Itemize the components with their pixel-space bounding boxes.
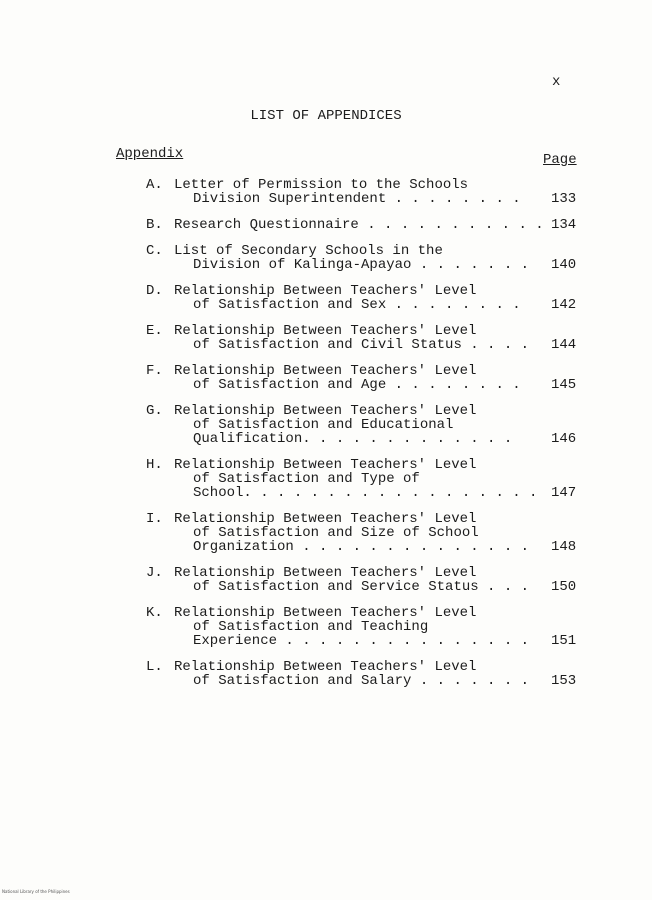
appendix-page-number: 146	[551, 431, 577, 447]
appendix-title-line: Relationship Between Teachers' Level	[174, 363, 477, 379]
appendix-letter: D.	[146, 283, 163, 299]
appendix-letter: K.	[146, 605, 163, 621]
appendix-title-line: Relationship Between Teachers' Level	[174, 565, 477, 581]
appendix-page-number: 133	[551, 191, 577, 207]
appendix-letter: C.	[146, 243, 163, 259]
library-watermark: National Library of the Philippines	[2, 889, 70, 894]
appendix-title-line: of Satisfaction and Teaching	[193, 619, 429, 635]
appendix-page-number: 134	[551, 217, 577, 233]
appendix-page-number: 151	[551, 633, 577, 649]
appendix-page-number: 150	[551, 579, 577, 595]
appendix-title-line: Division of Kalinga-Apayao . . . . . . .	[193, 257, 530, 273]
appendix-letter: H.	[146, 457, 163, 473]
appendix-title-line: Relationship Between Teachers' Level	[174, 403, 477, 419]
appendix-title-line: Relationship Between Teachers' Level	[174, 283, 477, 299]
appendix-title-line: Relationship Between Teachers' Level	[174, 457, 477, 473]
appendix-title-line: Relationship Between Teachers' Level	[174, 511, 477, 527]
appendix-title-line: of Satisfaction and Type of	[193, 471, 420, 487]
appendix-title-line: List of Secondary Schools in the	[174, 243, 443, 259]
appendix-letter: L.	[146, 659, 163, 675]
appendix-entry	[146, 178, 586, 206]
appendix-title-line: Relationship Between Teachers' Level	[174, 659, 477, 675]
appendix-title-line: of Satisfaction and Civil Status . . . .	[193, 337, 530, 353]
appendix-page-number: 153	[551, 673, 577, 689]
appendix-entry	[146, 364, 586, 392]
appendix-letter: E.	[146, 323, 163, 339]
appendix-title-line: of Satisfaction and Educational	[193, 417, 454, 433]
appendix-letter: A.	[146, 177, 163, 193]
appendix-title-line: Relationship Between Teachers' Level	[174, 323, 477, 339]
page-title: LIST OF APPENDICES	[250, 108, 402, 124]
appendix-title-line: Experience . . . . . . . . . . . . . . .	[193, 633, 530, 649]
page-number: x	[552, 74, 561, 90]
appendix-page-number: 148	[551, 539, 577, 555]
appendix-title-line: of Satisfaction and Service Status . . .	[193, 579, 530, 595]
appendix-entry	[146, 606, 586, 648]
appendix-page-number: 144	[551, 337, 577, 353]
appendix-letter: G.	[146, 403, 163, 419]
appendix-column-header: Appendix	[116, 146, 184, 162]
appendix-title-line: of Satisfaction and Size of School	[193, 525, 479, 541]
appendix-entry	[146, 218, 586, 232]
appendix-entry	[146, 404, 586, 446]
appendix-page-number: 140	[551, 257, 577, 273]
appendix-letter: F.	[146, 363, 163, 379]
appendix-title-line: of Satisfaction and Sex . . . . . . . .	[193, 297, 521, 313]
page-column-header: Page	[543, 152, 577, 168]
appendix-entry	[146, 284, 586, 312]
appendix-title-line: of Satisfaction and Salary . . . . . . .	[193, 673, 530, 689]
appendix-title-line: Division Superintendent . . . . . . . .	[193, 191, 521, 207]
appendix-entry	[146, 324, 586, 352]
appendix-entry	[146, 566, 586, 594]
appendix-title-line: Qualification. . . . . . . . . . . . .	[193, 431, 513, 447]
appendix-letter: I.	[146, 511, 163, 527]
appendix-entry	[146, 244, 586, 272]
appendix-letter: B.	[146, 217, 163, 233]
appendix-title-line: Organization . . . . . . . . . . . . . .	[193, 539, 530, 555]
appendix-list	[146, 178, 586, 700]
appendix-title-line: Letter of Permission to the Schools	[174, 177, 469, 193]
appendix-page-number: 145	[551, 377, 577, 393]
appendix-title-line: Research Questionnaire . . . . . . . . . . .	[174, 217, 544, 233]
appendix-letter: J.	[146, 565, 163, 581]
appendix-entry	[146, 458, 586, 500]
appendix-title-line: Relationship Between Teachers' Level	[174, 605, 477, 621]
appendix-entry	[146, 512, 586, 554]
appendix-entry	[146, 660, 586, 688]
appendix-page-number: 142	[551, 297, 577, 313]
appendix-title-line: School. . . . . . . . . . . . . . . . . .	[193, 485, 538, 501]
appendix-page-number: 147	[551, 485, 577, 501]
appendix-title-line: of Satisfaction and Age . . . . . . . .	[193, 377, 521, 393]
